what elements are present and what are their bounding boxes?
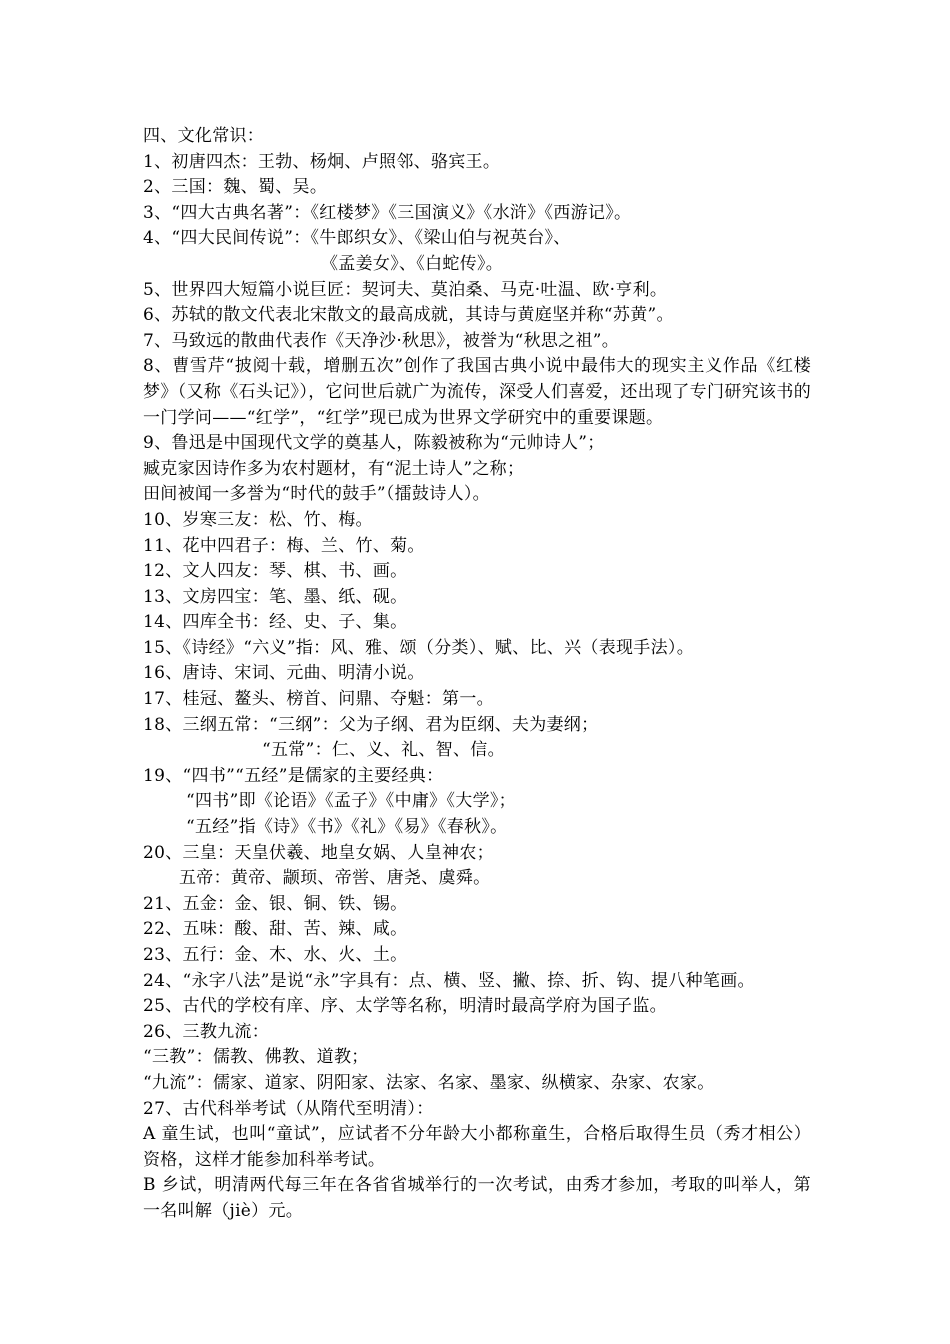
item-9-line-2: 臧克家因诗作多为农村题材，有“泥土诗人”之称；	[143, 458, 525, 479]
item-7: 7、马致远的散曲代表作《天净沙·秋思》，被誉为“秋思之祖”。	[143, 330, 620, 351]
item-4-continued: 《孟姜女》、《白蛇传》。	[321, 253, 504, 274]
item-11: 11、花中四君子：梅、兰、竹、菊。	[143, 535, 425, 556]
item-19: 19、“四书”“五经”是儒家的主要经典：	[143, 765, 444, 786]
item-23: 23、五行：金、木、水、火、土。	[143, 945, 408, 965]
item-20: 20、三皇：天皇伏羲、地皇女娲、人皇神农；	[143, 842, 494, 863]
item-13: 13、文房四宝：笔、墨、纸、砚。	[143, 586, 408, 607]
item-27-b: B 乡试，明清两代每三年在各省省城举行的一次考试，由秀才参加，考取的叫举人，第一名叫解（jiè）元。	[143, 1175, 811, 1221]
item-5: 5、世界四大短篇小说巨匠：契诃夫、莫泊桑、马克·吐温、欧·亨利。	[143, 279, 668, 300]
item-27-a: A 童生试，也叫“童试”，应试者不分年龄大小都称童生，合格后取得生员（秀才相公）资格，这样才能参加科举考试。	[143, 1124, 811, 1170]
item-17: 17、桂冠、鳌头、榜首、问鼎、夺魁：第一。	[143, 689, 494, 710]
item-26-line-3: “九流”：儒家、道家、阴阳家、法家、名家、墨家、纵横家、杂家、农家。	[143, 1072, 715, 1093]
item-24: 24、“永字八法”是说“永”字具有：点、横、竖、撇、捺、折、钩、提八种笔画。	[143, 970, 755, 991]
item-3: 3、“四大古典名著”：《红楼梦》《三国演义》《水浒》《西游记》。	[143, 202, 632, 223]
item-20-continued: 五帝：黄帝、颛顼、帝喾、唐尧、虞舜。	[179, 868, 491, 889]
item-1: 1、初唐四杰：王勃、杨炯、卢照邻、骆宾王。	[143, 151, 501, 172]
item-14: 14、四库全书：经、史、子、集。	[143, 612, 408, 633]
item-27: 27、古代科举考试（从隋代至明清）：	[143, 1098, 434, 1119]
item-6: 6、苏轼的散文代表北宋散文的最高成就，其诗与黄庭坚并称“苏黄”。	[143, 305, 674, 326]
item-25: 25、古代的学校有庠、序、太学等名称，明清时最高学府为国子监。	[143, 996, 667, 1017]
item-21: 21、五金：金、银、铜、铁、锡。	[143, 893, 408, 914]
item-26-line-2: “三教”：儒教、佛教、道教；	[143, 1047, 369, 1068]
item-22: 22、五味：酸、甜、苦、辣、咸。	[143, 919, 408, 940]
item-16: 16、唐诗、宋词、元曲、明清小说。	[143, 663, 425, 684]
item-4: 4、“四大民间传说”：《牛郎织女》、《梁山伯与祝英台》、	[143, 228, 571, 249]
item-12: 12、文人四友：琴、棋、书、画。	[143, 561, 408, 582]
item-2: 2、三国：魏、蜀、吴。	[143, 177, 328, 198]
item-18: 18、三纲五常：“三纲”：父为子纲、君为臣纲、夫为妻纲；	[143, 714, 599, 735]
document-body	[143, 124, 811, 1225]
section-heading: 四、文化常识：	[143, 126, 265, 146]
item-19-line-2: “四书”即《论语》《孟子》《中庸》《大学》；	[186, 791, 516, 812]
item-18-continued: “五常”：仁、义、礼、智、信。	[262, 740, 505, 761]
item-19-line-3: “五经”指《诗》《书》《礼》《易》《春秋》。	[186, 817, 508, 838]
item-9: 9、鲁迅是中国现代文学的奠基人，陈毅被称为“元帅诗人”；	[143, 433, 605, 454]
item-15: 15、《诗经》“六义”指：风、雅、颂（分类）、赋、比、兴（表现手法）。	[143, 637, 695, 658]
item-9-line-3: 田间被闻一多誉为“时代的鼓手”（擂鼓诗人）。	[143, 484, 490, 505]
item-10: 10、岁寒三友：松、竹、梅。	[143, 509, 373, 530]
item-8: 8、曹雪芹“披阅十载，增删五次”创作了我国古典小说中最伟大的现实主义作品《红楼梦》（又称《石头记》），它问世后就广为流传，深受人们喜爱，还出现了专门研究该书的一门学问——“红学”，“红学”现已成为世界文学研究中的重要课题。	[143, 356, 811, 428]
item-26: 26、三教九流：	[143, 1021, 270, 1042]
